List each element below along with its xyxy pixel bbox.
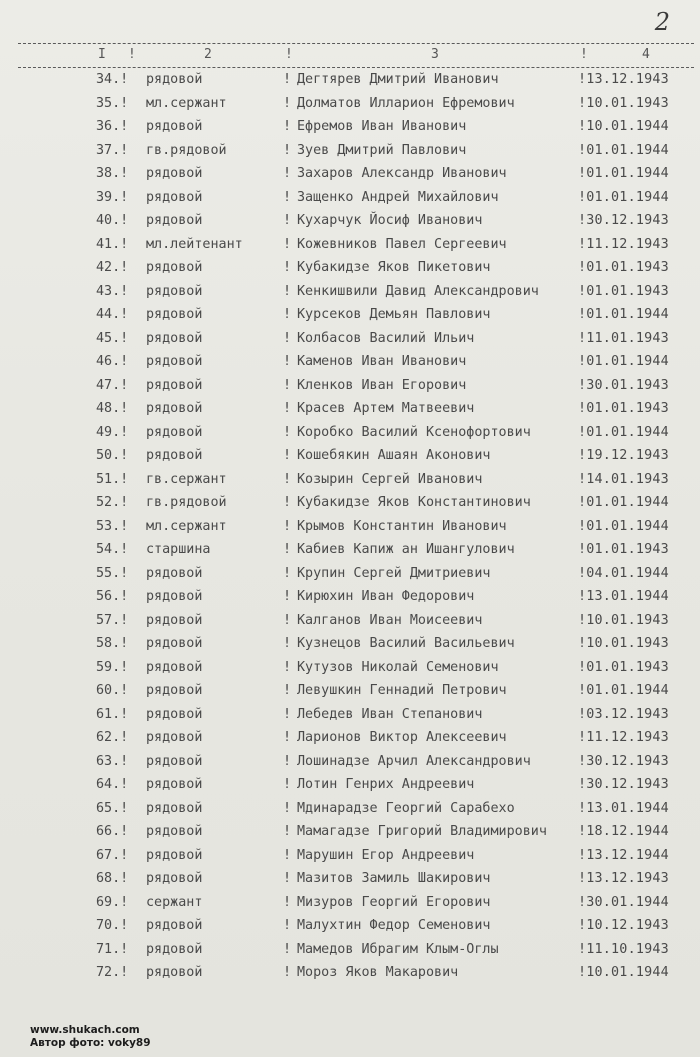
row-number: 48.! <box>96 401 129 416</box>
row-name: Кирюхин Иван Федорович <box>297 589 475 604</box>
page-number: 2 <box>654 8 670 36</box>
row-name: Лебедев Иван Степанович <box>297 706 483 722</box>
row-date: !01.01.1944 <box>578 495 669 510</box>
row-name: Кошебякин Ашаян Аконович <box>297 448 491 463</box>
row-separator: ! <box>283 119 292 134</box>
row-date: !30.12.1943 <box>578 777 669 792</box>
row-number: 53.! <box>96 518 129 534</box>
row-separator: ! <box>283 659 292 675</box>
row-date: !01.01.1944 <box>578 166 669 181</box>
table-row <box>0 774 700 798</box>
photo-credit <box>30 1024 151 1050</box>
row-rank: рядовой <box>146 918 203 933</box>
row-date: !01.01.1944 <box>578 142 669 158</box>
table-row <box>0 727 700 751</box>
row-rank: рядовой <box>146 283 203 299</box>
table-row <box>0 539 700 563</box>
row-separator: ! <box>283 95 292 111</box>
row-date: !10.01.1944 <box>578 965 669 980</box>
row-date: !01.01.1944 <box>578 424 669 440</box>
row-separator: ! <box>283 918 292 933</box>
table-row <box>0 680 700 704</box>
table-row <box>0 328 700 352</box>
row-rank: рядовой <box>146 659 203 675</box>
row-number: 68.! <box>96 871 129 886</box>
row-number: 72.! <box>96 965 129 980</box>
table-row <box>0 163 700 187</box>
header-sep3: ! <box>580 47 588 62</box>
row-rank: рядовой <box>146 965 203 980</box>
row-separator: ! <box>283 377 292 393</box>
row-name: Дегтярев Дмитрий Иванович <box>297 72 499 87</box>
row-rank: рядовой <box>146 424 203 440</box>
table-row <box>0 821 700 845</box>
header-col3: 3 <box>431 47 439 62</box>
row-name: Колбасов Василий Ильич <box>297 330 475 346</box>
table-row <box>0 375 700 399</box>
header-col2: 2 <box>204 47 212 62</box>
row-date: !04.01.1944 <box>578 565 669 581</box>
table-row <box>0 492 700 516</box>
table-row <box>0 351 700 375</box>
table-row <box>0 281 700 305</box>
row-number: 58.! <box>96 636 129 651</box>
table-body <box>0 69 700 986</box>
header-sep1: ! <box>128 47 136 62</box>
row-name: Лотин Генрих Андреевич <box>297 777 475 792</box>
row-rank: рядовой <box>146 847 203 863</box>
row-number: 41.! <box>96 236 129 252</box>
row-rank: рядовой <box>146 589 203 604</box>
row-number: 56.! <box>96 589 129 604</box>
row-date: !19.12.1943 <box>578 448 669 463</box>
row-separator: ! <box>283 236 292 252</box>
header-sep2: ! <box>285 47 293 62</box>
row-name: Крупин Сергей Дмитриевич <box>297 565 491 581</box>
table-row <box>0 939 700 963</box>
row-rank: рядовой <box>146 683 203 698</box>
row-name: Долматов Илларион Ефремович <box>297 95 515 111</box>
row-date: !01.01.1944 <box>578 307 669 322</box>
row-rank: рядовой <box>146 354 203 369</box>
table-header <box>0 47 700 65</box>
row-date: !11.10.1943 <box>578 941 669 957</box>
row-separator: ! <box>283 730 292 745</box>
row-separator: ! <box>283 166 292 181</box>
row-number: 60.! <box>96 683 129 698</box>
row-number: 67.! <box>96 847 129 863</box>
row-name: Кутузов Николай Семенович <box>297 659 499 675</box>
table-row <box>0 704 700 728</box>
row-separator: ! <box>283 800 292 816</box>
row-separator: ! <box>283 824 292 839</box>
header-bottom-rule <box>18 67 694 68</box>
row-separator: ! <box>283 354 292 369</box>
row-number: 54.! <box>96 542 129 557</box>
row-name: Мамедов Ибрагим Клым-Оглы <box>297 941 499 957</box>
row-rank: рядовой <box>146 871 203 886</box>
row-rank: рядовой <box>146 213 203 228</box>
row-rank: гв.сержант <box>146 471 227 487</box>
row-name: Калганов Иван Моисеевич <box>297 612 483 628</box>
row-name: Зуев Дмитрий Павлович <box>297 142 467 158</box>
row-number: 43.! <box>96 283 129 299</box>
row-date: !01.01.1944 <box>578 354 669 369</box>
row-number: 42.! <box>96 260 129 275</box>
row-number: 71.! <box>96 941 129 957</box>
header-col4: 4 <box>642 47 650 62</box>
row-rank: рядовой <box>146 565 203 581</box>
row-separator: ! <box>283 213 292 228</box>
row-number: 64.! <box>96 777 129 792</box>
row-number: 37.! <box>96 142 129 158</box>
table-row <box>0 633 700 657</box>
row-date: !10.01.1943 <box>578 95 669 111</box>
row-date: !30.01.1944 <box>578 894 669 910</box>
row-name: Защенко Андрей Михайлович <box>297 189 499 205</box>
row-rank: рядовой <box>146 636 203 651</box>
table-row <box>0 798 700 822</box>
row-number: 59.! <box>96 659 129 675</box>
row-separator: ! <box>283 307 292 322</box>
table-row <box>0 657 700 681</box>
row-name: Красев Артем Матвеевич <box>297 401 475 416</box>
row-date: !01.01.1943 <box>578 659 669 675</box>
row-number: 63.! <box>96 753 129 769</box>
row-rank: сержант <box>146 894 203 910</box>
row-rank: рядовой <box>146 307 203 322</box>
row-date: !30.12.1943 <box>578 213 669 228</box>
row-separator: ! <box>283 589 292 604</box>
row-number: 51.! <box>96 471 129 487</box>
row-name: Ефремов Иван Иванович <box>297 119 467 134</box>
row-rank: рядовой <box>146 753 203 769</box>
row-name: Малухтин Федор Семенович <box>297 918 491 933</box>
table-row <box>0 469 700 493</box>
row-separator: ! <box>283 72 292 87</box>
table-row <box>0 892 700 916</box>
row-number: 65.! <box>96 800 129 816</box>
row-date: !01.01.1943 <box>578 283 669 299</box>
row-separator: ! <box>283 636 292 651</box>
row-separator: ! <box>283 142 292 158</box>
row-number: 36.! <box>96 119 129 134</box>
row-name: Марушин Егор Андреевич <box>297 847 475 863</box>
row-name: Мазитов Замиль Шакирович <box>297 871 491 886</box>
table-row <box>0 610 700 634</box>
row-separator: ! <box>283 894 292 910</box>
row-separator: ! <box>283 260 292 275</box>
row-separator: ! <box>283 777 292 792</box>
row-rank: мл.лейтенант <box>146 236 243 252</box>
row-name: Кубакидзе Яков Константинович <box>297 495 531 510</box>
row-date: !11.12.1943 <box>578 236 669 252</box>
row-number: 35.! <box>96 95 129 111</box>
row-name: Кабиев Капиж ан Ишангулович <box>297 542 515 557</box>
row-separator: ! <box>283 471 292 487</box>
row-separator: ! <box>283 424 292 440</box>
row-rank: рядовой <box>146 72 203 87</box>
row-number: 69.! <box>96 894 129 910</box>
row-date: !10.01.1944 <box>578 119 669 134</box>
table-row <box>0 69 700 93</box>
row-separator: ! <box>283 401 292 416</box>
row-separator: ! <box>283 847 292 863</box>
row-rank: рядовой <box>146 189 203 205</box>
row-number: 39.! <box>96 189 129 205</box>
row-name: Ларионов Виктор Алексеевич <box>297 730 507 745</box>
row-name: Кожевников Павел Сергеевич <box>297 236 507 252</box>
row-rank: рядовой <box>146 166 203 181</box>
row-rank: рядовой <box>146 612 203 628</box>
row-separator: ! <box>283 189 292 205</box>
row-date: !13.01.1944 <box>578 589 669 604</box>
row-number: 62.! <box>96 730 129 745</box>
row-separator: ! <box>283 518 292 534</box>
row-name: Крымов Константин Иванович <box>297 518 507 534</box>
row-name: Кленков Иван Егорович <box>297 377 467 393</box>
row-number: 47.! <box>96 377 129 393</box>
row-number: 66.! <box>96 824 129 839</box>
row-date: !01.01.1943 <box>578 542 669 557</box>
row-name: Мороз Яков Макарович <box>297 965 459 980</box>
row-number: 55.! <box>96 565 129 581</box>
row-name: Мамагадзе Григорий Владимирович <box>297 824 547 839</box>
row-date: !01.01.1943 <box>578 260 669 275</box>
table-row <box>0 445 700 469</box>
row-separator: ! <box>283 495 292 510</box>
row-name: Кузнецов Василий Васильевич <box>297 636 515 651</box>
row-name: Кухарчук Йосиф Иванович <box>297 213 483 228</box>
row-rank: мл.сержант <box>146 95 227 111</box>
row-name: Кенкишвили Давид Александрович <box>297 283 539 299</box>
table-row <box>0 586 700 610</box>
table-row <box>0 234 700 258</box>
row-rank: рядовой <box>146 800 203 816</box>
author-credit: Автор фото: voky89 <box>30 1037 151 1049</box>
row-name: Левушкин Геннадий Петрович <box>297 683 507 698</box>
table-row <box>0 304 700 328</box>
row-rank: рядовой <box>146 448 203 463</box>
row-rank: рядовой <box>146 401 203 416</box>
row-date: !11.01.1943 <box>578 330 669 346</box>
row-date: !10.12.1943 <box>578 918 669 933</box>
row-separator: ! <box>283 612 292 628</box>
row-date: !11.12.1943 <box>578 730 669 745</box>
row-date: !30.01.1943 <box>578 377 669 393</box>
row-name: Мдинарадзе Георгий Сарабехо <box>297 800 515 816</box>
table-row <box>0 210 700 234</box>
row-date: !01.01.1944 <box>578 189 669 205</box>
row-number: 49.! <box>96 424 129 440</box>
row-rank: гв.рядовой <box>146 495 227 510</box>
row-name: Захаров Александр Иванович <box>297 166 507 181</box>
row-date: !03.12.1943 <box>578 706 669 722</box>
row-date: !13.12.1944 <box>578 847 669 863</box>
row-name: Кубакидзе Яков Пикетович <box>297 260 491 275</box>
row-number: 34.! <box>96 72 129 87</box>
table-row <box>0 516 700 540</box>
row-date: !30.12.1943 <box>578 753 669 769</box>
row-rank: рядовой <box>146 941 203 957</box>
row-number: 40.! <box>96 213 129 228</box>
site-watermark: www.shukach.com <box>30 1024 140 1036</box>
row-separator: ! <box>283 448 292 463</box>
row-date: !13.12.1943 <box>578 871 669 886</box>
row-separator: ! <box>283 330 292 346</box>
row-separator: ! <box>283 871 292 886</box>
row-date: !18.12.1944 <box>578 824 669 839</box>
row-date: !01.01.1943 <box>578 401 669 416</box>
row-date: !14.01.1943 <box>578 471 669 487</box>
row-separator: ! <box>283 542 292 557</box>
table-row <box>0 398 700 422</box>
row-separator: ! <box>283 941 292 957</box>
header-col1: I <box>98 47 106 62</box>
row-rank: рядовой <box>146 377 203 393</box>
row-date: !01.01.1944 <box>578 683 669 698</box>
row-number: 57.! <box>96 612 129 628</box>
row-date: !10.01.1943 <box>578 636 669 651</box>
row-rank: гв.рядовой <box>146 142 227 158</box>
table-row <box>0 93 700 117</box>
row-date: !01.01.1944 <box>578 518 669 534</box>
row-separator: ! <box>283 706 292 722</box>
row-rank: рядовой <box>146 119 203 134</box>
row-number: 46.! <box>96 354 129 369</box>
table-row <box>0 187 700 211</box>
row-name: Коробко Василий Ксенофортович <box>297 424 531 440</box>
row-rank: мл.сержант <box>146 518 227 534</box>
row-date: !10.01.1943 <box>578 612 669 628</box>
row-number: 38.! <box>96 166 129 181</box>
table-row <box>0 751 700 775</box>
table-row <box>0 116 700 140</box>
table-row <box>0 845 700 869</box>
row-separator: ! <box>283 683 292 698</box>
row-date: !13.12.1943 <box>578 72 669 87</box>
row-separator: ! <box>283 753 292 769</box>
row-number: 70.! <box>96 918 129 933</box>
row-name: Мизуров Георгий Егорович <box>297 894 491 910</box>
table-row <box>0 422 700 446</box>
table-row <box>0 915 700 939</box>
row-name: Козырин Сергей Иванович <box>297 471 483 487</box>
row-number: 52.! <box>96 495 129 510</box>
row-rank: рядовой <box>146 824 203 839</box>
table-row <box>0 140 700 164</box>
table-row <box>0 868 700 892</box>
row-rank: старшина <box>146 542 211 557</box>
row-separator: ! <box>283 565 292 581</box>
row-separator: ! <box>283 283 292 299</box>
header-top-rule <box>18 43 694 44</box>
row-name: Курсеков Демьян Павлович <box>297 307 491 322</box>
row-rank: рядовой <box>146 706 203 722</box>
row-rank: рядовой <box>146 730 203 745</box>
row-rank: рядовой <box>146 260 203 275</box>
table-row <box>0 563 700 587</box>
row-separator: ! <box>283 965 292 980</box>
table-row <box>0 257 700 281</box>
row-name: Лошинадзе Арчил Александрович <box>297 753 531 769</box>
table-row <box>0 962 700 986</box>
row-rank: рядовой <box>146 777 203 792</box>
row-date: !13.01.1944 <box>578 800 669 816</box>
row-number: 44.! <box>96 307 129 322</box>
row-name: Каменов Иван Иванович <box>297 354 467 369</box>
row-number: 50.! <box>96 448 129 463</box>
row-number: 61.! <box>96 706 129 722</box>
row-number: 45.! <box>96 330 129 346</box>
row-rank: рядовой <box>146 330 203 346</box>
